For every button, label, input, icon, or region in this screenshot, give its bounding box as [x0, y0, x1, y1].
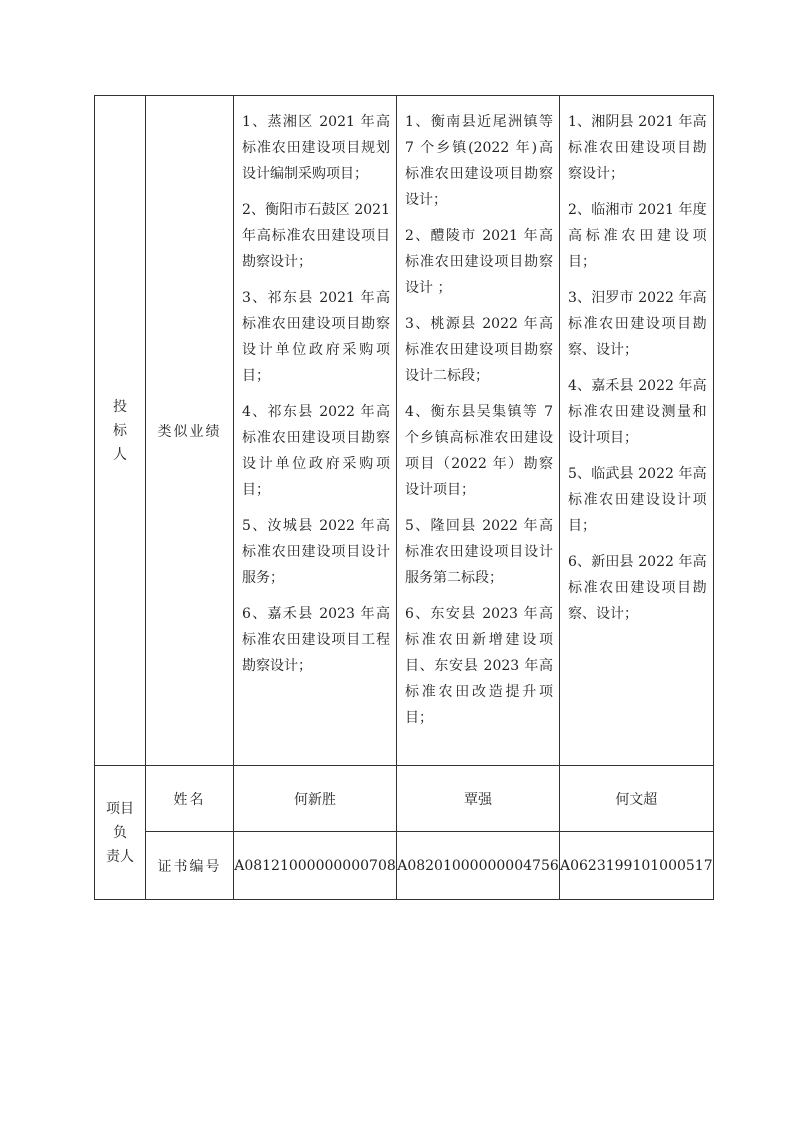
list-item: 4、嘉禾县 2022 年高标准农田建设测量和设计项目； [568, 378, 707, 446]
similar-performance-row [95, 96, 714, 766]
list-item: 5、汝城县 2022 年高标准农田建设项目设计服务； [242, 518, 390, 586]
similar-performance-label: 类似业绩 [146, 96, 234, 766]
list-item: 3、汨罗市 2022 年高标准农田建设项目勘察、设计； [568, 290, 707, 358]
cert-number-label: 证书编号 [146, 832, 234, 900]
list-item: 4、祁东县 2022 年高标准农田建设项目勘察设计单位政府采购项目； [242, 404, 390, 498]
manager-name: 何文超 [560, 766, 714, 832]
manager-name: 何新胜 [234, 766, 397, 832]
list-item: 4、衡东县吴集镇等 7 个乡镇高标准农田建设项目（2022 年）勘察设计项目； [405, 404, 553, 498]
list-item: 3、祁东县 2021 年高标准农田建设项目勘察设计单位政府采购项目； [242, 290, 390, 384]
list-item: 1、衡南县近尾洲镇等 7 个乡镇(2022 年)高标准农田建设项目勘察设计； [405, 114, 553, 208]
list-item: 5、隆回县 2022 年高标准农田建设项目设计服务第二标段； [405, 518, 553, 586]
name-label: 姓名 [146, 766, 234, 832]
manager-name: 覃强 [397, 766, 560, 832]
manager-cert-row [95, 832, 714, 900]
performance-list-1 [234, 96, 397, 766]
performance-list-2 [397, 96, 560, 766]
list-item: 1、蒸湘区 2021 年高标准农田建设项目规划设计编制采购项目； [242, 114, 390, 182]
list-item: 2、衡阳市石鼓区 2021 年高标准农田建设项目勘察设计； [242, 202, 390, 270]
list-item: 6、新田县 2022 年高标准农田建设项目勘察、设计； [568, 554, 707, 622]
list-item: 5、临武县 2022 年高标准农田建设设计项目； [568, 466, 707, 534]
cert-number: A0623199101000517 [560, 832, 714, 900]
cert-number: A08121000000000708 [234, 832, 397, 900]
performance-list-3 [560, 96, 714, 766]
list-item: 2、醴陵市 2021 年高标准农田建设项目勘察设计 ； [405, 228, 553, 296]
list-item: 3、桃源县 2022 年高标准农田建设项目勘察设计二标段； [405, 316, 553, 384]
list-item: 1、湘阴县 2021 年高标准农田建设项目勘察设计； [568, 114, 707, 182]
bid-info-table [94, 95, 714, 900]
list-item: 6、嘉禾县 2023 年高标准农田建设项目工程勘察设计； [242, 606, 390, 674]
manager-group-label: 项目 负 责人 [95, 766, 146, 900]
manager-name-row [95, 766, 714, 832]
cert-number: A08201000000004756 [397, 832, 560, 900]
list-item: 2、临湘市 2021 年度高标准农田建设项目； [568, 202, 707, 270]
bidder-group-label: 投 标 人 [95, 96, 146, 766]
list-item: 6、东安县 2023 年高标准农田新增建设项目、东安县 2023 年高标准农田改造提升项目； [405, 606, 553, 726]
